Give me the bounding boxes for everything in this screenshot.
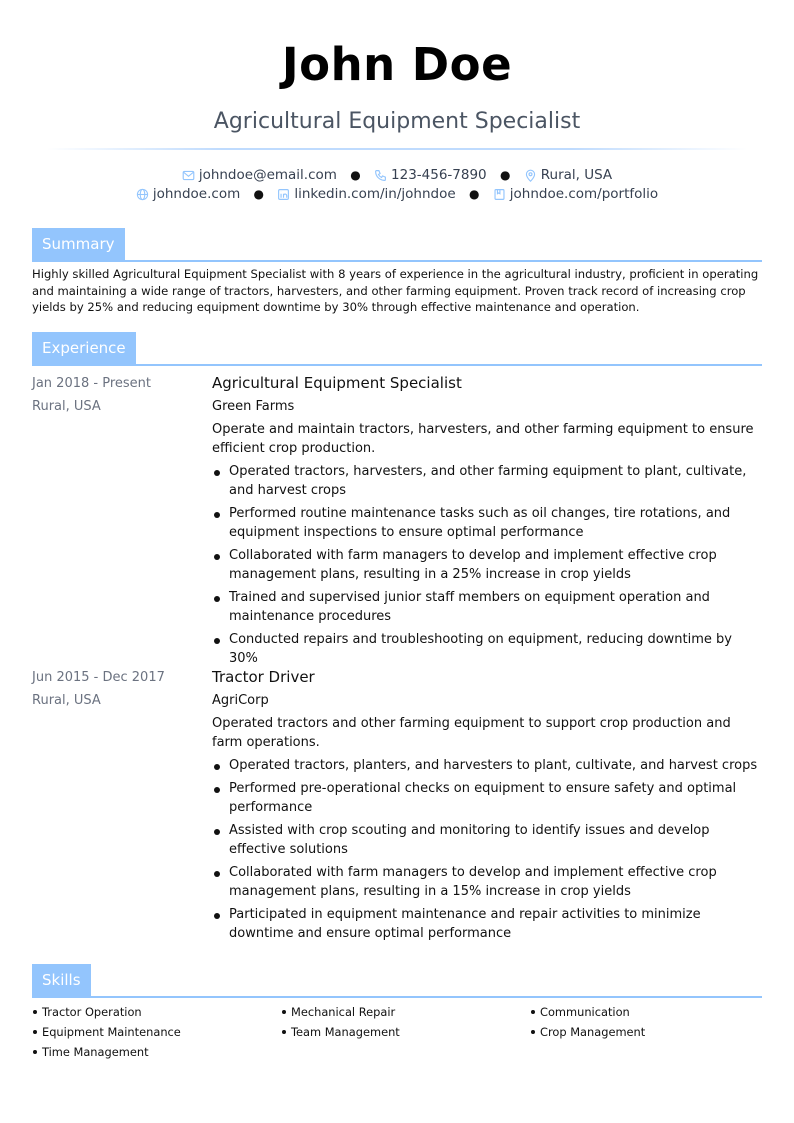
job-location: Rural, USA (32, 399, 101, 414)
job-bullets (212, 756, 764, 943)
section-title: Summary (32, 228, 125, 260)
list-item: Participated in equipment maintenance and repair activities to minimize downtime and ensure optimal performance (212, 905, 764, 943)
job-description: Operated tractors and other farming equipment to support crop production and farm operations. (212, 716, 731, 750)
contact-linkedin[interactable]: linkedin.com/in/johndoe (277, 185, 455, 203)
skill-item: Crop Management (530, 1023, 762, 1041)
candidate-name: John Doe (281, 38, 513, 91)
contact-website[interactable]: johndoe.com (136, 185, 240, 203)
globe-icon (136, 188, 149, 201)
contact-portfolio[interactable]: johndoe.com/portfolio (493, 185, 658, 203)
list-item: Operated tractors, harvesters, and other farming equipment to plant, cultivate, and harvest crops (212, 462, 764, 500)
contact-email[interactable]: johndoe@email.com (182, 166, 337, 184)
list-item: Performed pre-operational checks on equipment to ensure safety and optimal performance (212, 779, 764, 817)
job-body (212, 372, 764, 672)
job-meta (32, 372, 202, 418)
job-title: Agricultural Equipment Specialist (213, 109, 581, 134)
list-item: Operated tractors, planters, and harvesters to plant, cultivate, and harvest crops (212, 756, 764, 775)
job-location: Rural, USA (32, 693, 101, 708)
job-meta (32, 666, 202, 712)
skill-item: Mechanical Repair (281, 1003, 530, 1021)
experience-section-header (32, 332, 762, 366)
email-icon (182, 169, 195, 182)
job-dates: Jun 2015 - Dec 2017 (32, 670, 165, 685)
summary-section-header (32, 228, 762, 262)
skills-section-header (32, 964, 762, 998)
contact-phone[interactable]: 123-456-7890 (374, 166, 487, 184)
separator-dot: ● (253, 187, 265, 201)
separator-dot: ● (499, 168, 511, 182)
job-role: Agricultural Equipment Specialist (212, 374, 462, 392)
list-item: Performed routine maintenance tasks such as oil changes, tire rotations, and equipment inspections to ensure optimal performance (212, 504, 764, 542)
job-bullets (212, 462, 764, 668)
job-company: AgriCorp (212, 693, 269, 708)
job-body (212, 666, 764, 947)
job-role: Tractor Driver (212, 668, 315, 686)
contact-row-2 (0, 185, 794, 203)
separator-dot: ● (468, 187, 480, 201)
header-divider (47, 148, 747, 150)
job-company: Green Farms (212, 399, 295, 414)
linkedin-icon (277, 188, 290, 201)
location-pin-icon (524, 169, 537, 182)
section-title: Skills (32, 964, 91, 996)
skill-item: Time Management (32, 1043, 281, 1061)
list-item: Collaborated with farm managers to develop and implement effective crop management plans, resulting in a 25% increase in crop yields (212, 546, 764, 584)
skill-item: Equipment Maintenance (32, 1023, 281, 1041)
job-dates: Jan 2018 - Present (32, 376, 151, 391)
list-item: Assisted with crop scouting and monitoring to identify issues and develop effective solutions (212, 821, 764, 859)
section-title: Experience (32, 332, 136, 364)
separator-dot: ● (350, 168, 361, 182)
job-description: Operate and maintain tractors, harvesters, and other farming equipment to ensure efficient crop production. (212, 422, 754, 456)
portfolio-icon (493, 188, 506, 201)
list-item: Conducted repairs and troubleshooting on equipment, reducing downtime by 30% (212, 630, 764, 668)
summary-text: Highly skilled Agricultural Equipment Specialist with 8 years of experience in the agricultural industry, proficient in operating and maintaining a wide range of tractors, harvesters, and other farming equipment. Proven track record of increasing crop yields by 25% and reducing equipment downtime by 30% through effective maintenance and operation. (32, 267, 759, 314)
contact-row-1 (0, 166, 794, 184)
skills-grid (32, 1003, 762, 1061)
phone-icon (374, 169, 387, 182)
skill-item: Tractor Operation (32, 1003, 281, 1021)
skill-item: Communication (530, 1003, 762, 1021)
skill-item: Team Management (281, 1023, 530, 1041)
list-item: Collaborated with farm managers to develop and implement effective crop management plans, resulting in a 15% increase in crop yields (212, 863, 764, 901)
contact-location: Rural, USA (524, 166, 612, 184)
list-item: Trained and supervised junior staff members on equipment operation and maintenance procedures (212, 588, 764, 626)
